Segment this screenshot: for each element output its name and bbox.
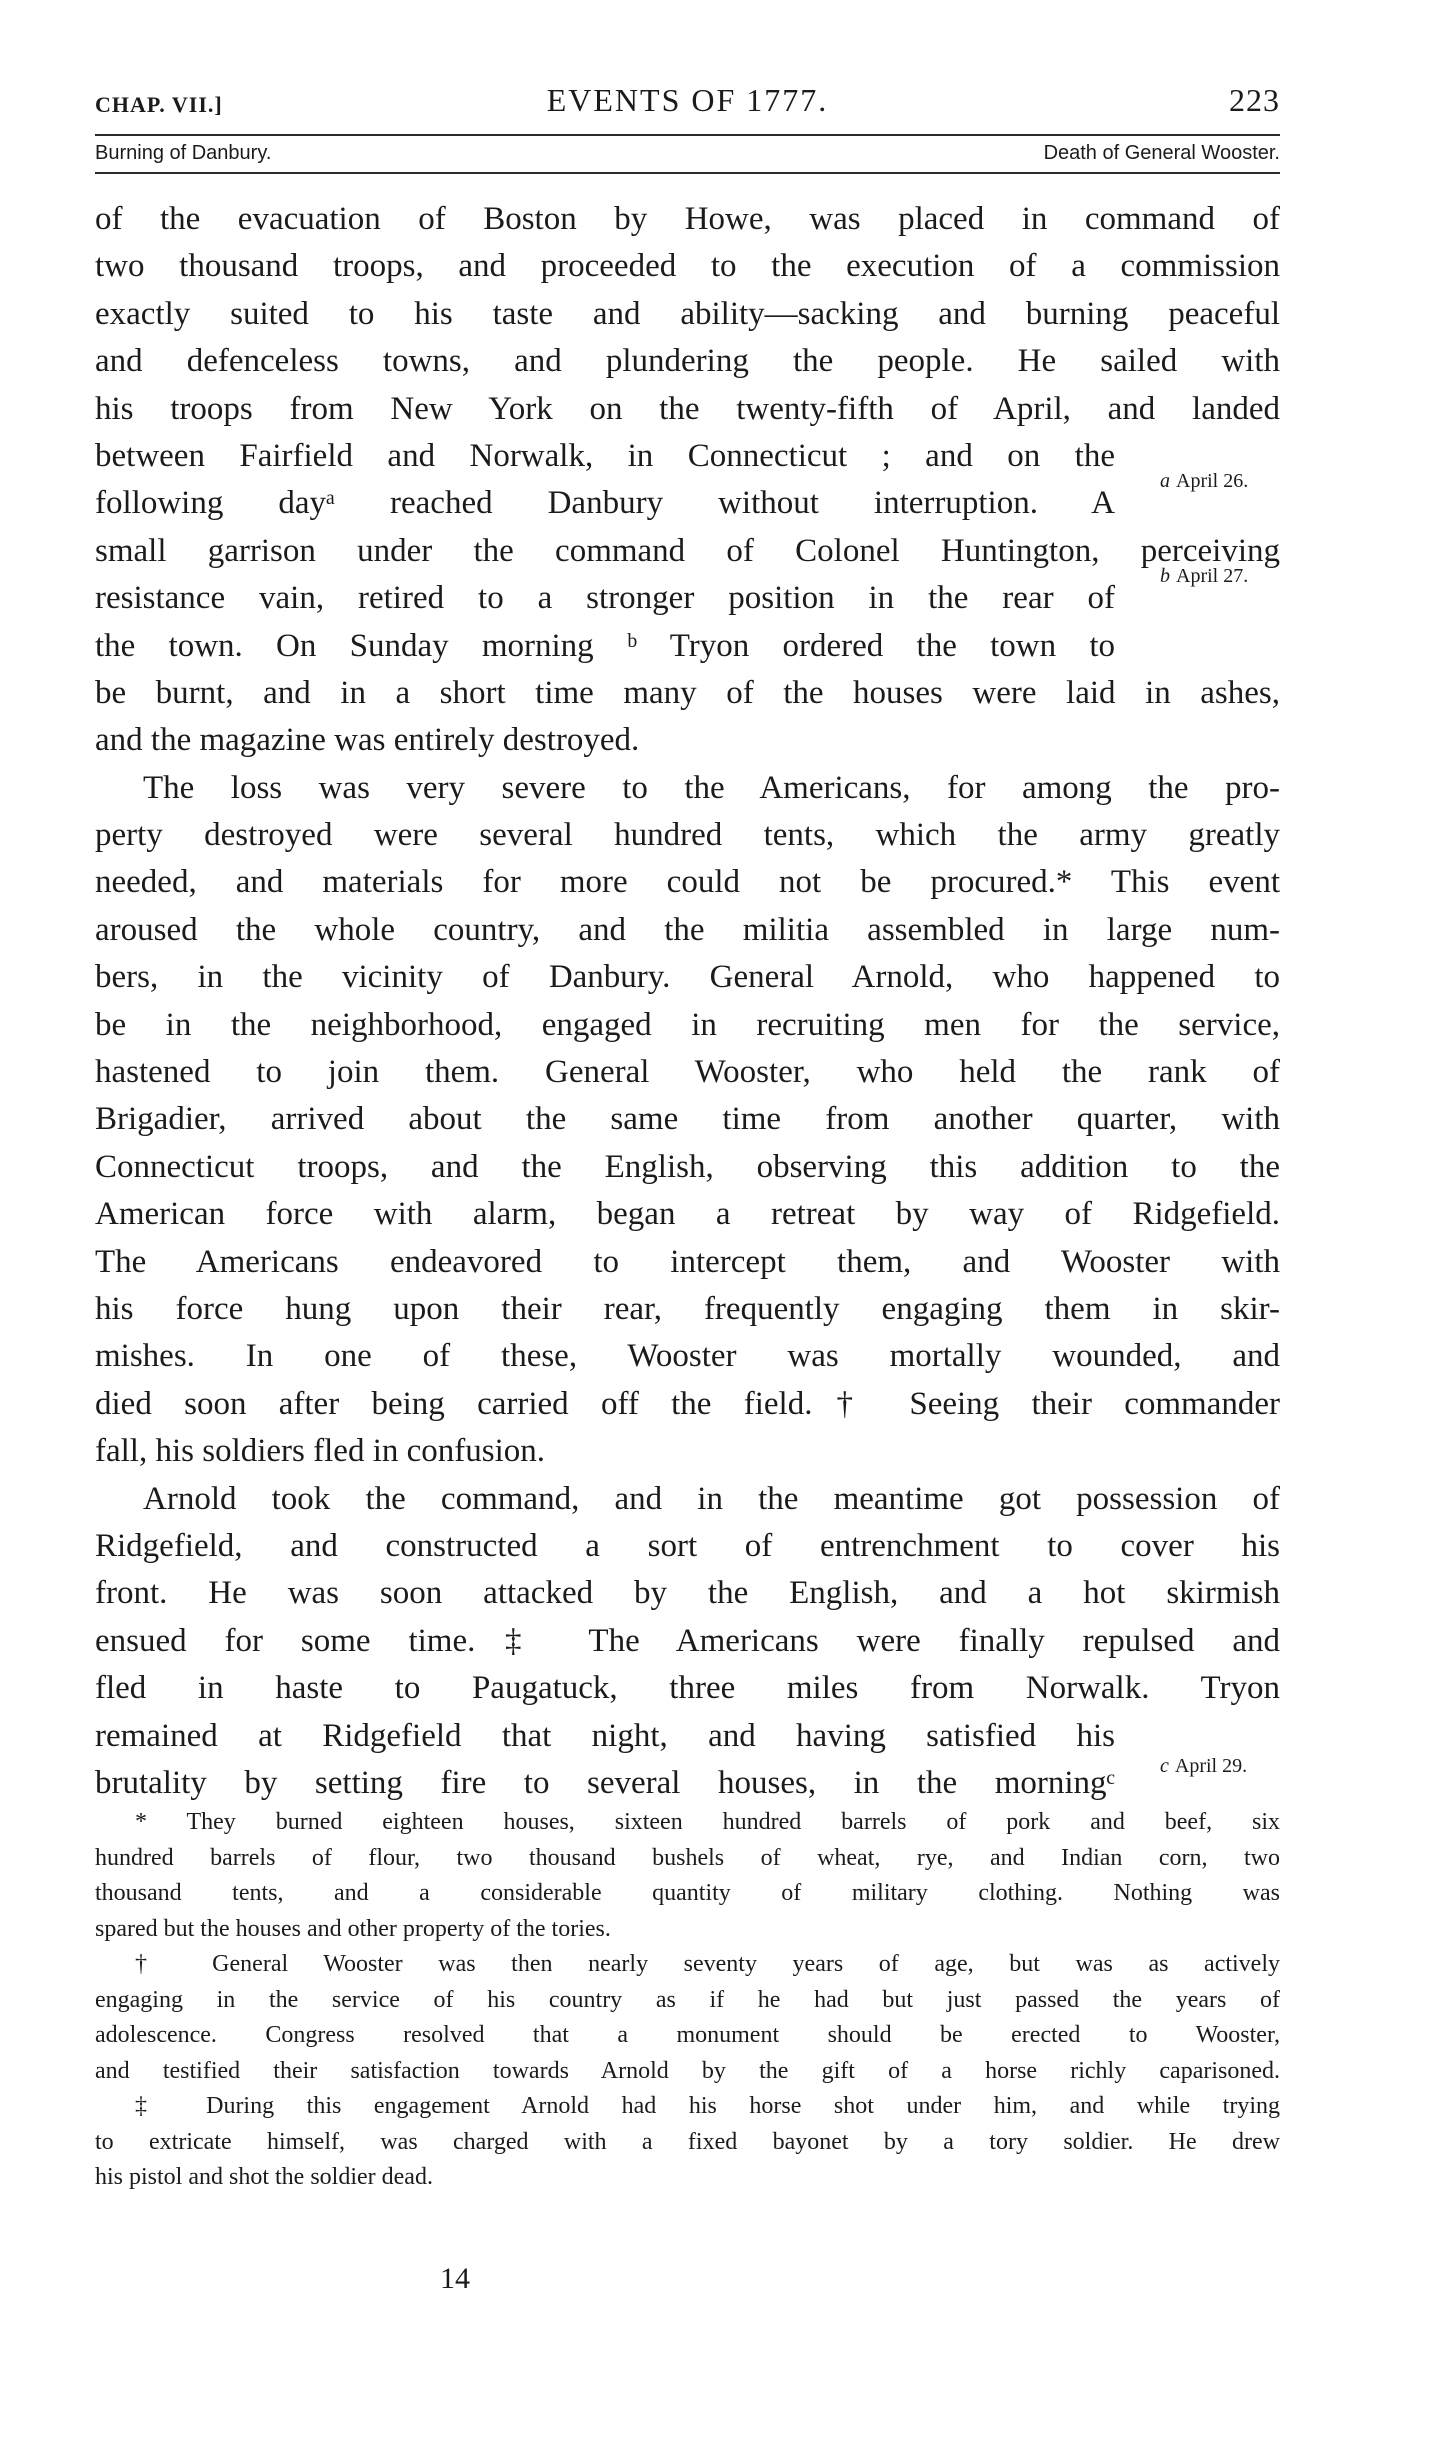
text-line: needed, and materials for more could not be procured.* This event <box>95 864 1280 901</box>
text-line: hastened to join them. General Wooster, who held the rank of <box>95 1054 1280 1091</box>
text-line: be in the neighborhood, engaged in recruiting men for the service, <box>95 1006 1280 1043</box>
header-rule <box>95 134 1280 136</box>
text-line: two thousand troops, and proceeded to the execution of a commission <box>95 248 1280 285</box>
text-line: perty destroyed were several hundred tents, which the army greatly <box>95 817 1280 854</box>
text-line: aroused the whole country, and the militia assembled in large num- <box>95 911 1280 948</box>
text-line: American force with alarm, began a retreat by way of Ridgefield. <box>95 1196 1280 1233</box>
signature-mark: 14 <box>440 2262 470 2295</box>
text-line: The Americans endeavored to intercept them, and Wooster with <box>95 1243 1280 1280</box>
running-head <box>95 82 1280 132</box>
page-title: EVENTS OF 1777. <box>546 82 829 118</box>
text-line: brutality by setting fire to several houses, in the morningᶜ <box>95 1764 1115 1801</box>
text-line: the town. On Sunday morning ᵇ Tryon ordered the town to <box>95 627 1115 664</box>
text-line: his force hung upon their rear, frequently engaging them in skir- <box>95 1290 1280 1327</box>
text-line: between Fairfield and Norwalk, in Connecticut ; and on the <box>95 437 1115 474</box>
footnote-line: engaging in the service of his country as if he had but just passed the years of <box>95 1986 1280 2013</box>
text-line: resistance vain, retired to a stronger position in the rear of <box>95 580 1115 617</box>
margin-date-note: b April 27. <box>1160 565 1249 587</box>
page-number: 223 <box>1229 82 1280 118</box>
text-line: fall, his soldiers fled in confusion. <box>95 1433 546 1470</box>
chapter-label: CHAP. VII.] <box>95 92 223 117</box>
footnotes <box>95 1805 1280 2196</box>
text-line: fled in haste to Paugatuck, three miles from Norwalk. Tryon <box>95 1670 1280 1707</box>
text-line: his troops from New York on the twenty-fifth of April, and landed <box>95 390 1280 427</box>
footnote-line: and testified their satisfaction towards Arnold by the gift of a horse richly caparisoned. <box>95 2057 1280 2084</box>
footnote-line: † General Wooster was then nearly seventy years of age, but was as actively <box>135 1951 1280 1977</box>
text-line: Ridgefield, and constructed a sort of entrenchment to cover his <box>95 1527 1280 1564</box>
footnote-line: thousand tents, and a considerable quantity of military clothing. Nothing was <box>95 1880 1280 1906</box>
text-line: and the magazine was entirely destroyed. <box>95 722 640 759</box>
margin-date-note: c April 29. <box>1160 1755 1248 1777</box>
text-line: following dayᵃ reached Danbury without interruption. A <box>95 485 1115 522</box>
footnote-line: spared but the houses and other property of the tories. <box>95 1915 611 1942</box>
text-line: exactly suited to his taste and ability—sacking and burning peaceful <box>95 295 1280 332</box>
text-line: remained at Ridgefield that night, and having satisfied his <box>95 1717 1115 1754</box>
footnote-line: adolescence. Congress resolved that a monument should be erected to Wooster, <box>95 2022 1280 2048</box>
text-line: be burnt, and in a short time many of the houses were laid in ashes, <box>95 674 1280 711</box>
text-line: front. He was soon attacked by the English, and a hot skirmish <box>95 1575 1280 1612</box>
text-line: mishes. In one of these, Wooster was mortally wounded, and <box>95 1338 1280 1375</box>
text-line: Brigadier, arrived about the same time from another quarter, with <box>95 1101 1280 1138</box>
footnote-line: ‡ During this engagement Arnold had his horse shot under him, and while trying <box>135 2093 1280 2119</box>
subhead-rule <box>95 172 1280 174</box>
body-text <box>95 196 1280 1807</box>
footnote-line: hundred barrels of flour, two thousand bushels of wheat, rye, and Indian corn, two <box>95 1844 1280 1871</box>
text-line: small garrison under the command of Colonel Huntington, perceiving <box>95 532 1280 569</box>
margin-date-note: a April 26. <box>1160 470 1249 492</box>
left-subhead: Burning of Danbury. <box>95 142 272 164</box>
text-line: bers, in the vicinity of Danbury. General Arnold, who happened to <box>95 959 1280 996</box>
footnote-line: * They burned eighteen houses, sixteen hundred barrels of pork and beef, six <box>135 1809 1280 1835</box>
right-subhead: Death of General Wooster. <box>1043 142 1280 164</box>
text-line: of the evacuation of Boston by Howe, was placed in command of <box>95 201 1280 237</box>
text-line: died soon after being carried off the field.† Seeing their commander <box>95 1385 1280 1422</box>
footnote-line: to extricate himself, was charged with a fixed bayonet by a tory soldier. He drew <box>95 2128 1280 2155</box>
section-subheads <box>95 142 1280 172</box>
footnote-line: his pistol and shot the soldier dead. <box>95 2164 433 2190</box>
text-line: Connecticut troops, and the English, observing this addition to the <box>95 1148 1280 1185</box>
text-line: ensued for some time.‡ The Americans were finally repulsed and <box>95 1622 1280 1659</box>
text-line: Arnold took the command, and in the meantime got possession of <box>143 1480 1280 1517</box>
text-line: The loss was very severe to the Americans, for among the pro- <box>143 769 1280 806</box>
text-line: and defenceless towns, and plundering the people. He sailed with <box>95 343 1280 380</box>
